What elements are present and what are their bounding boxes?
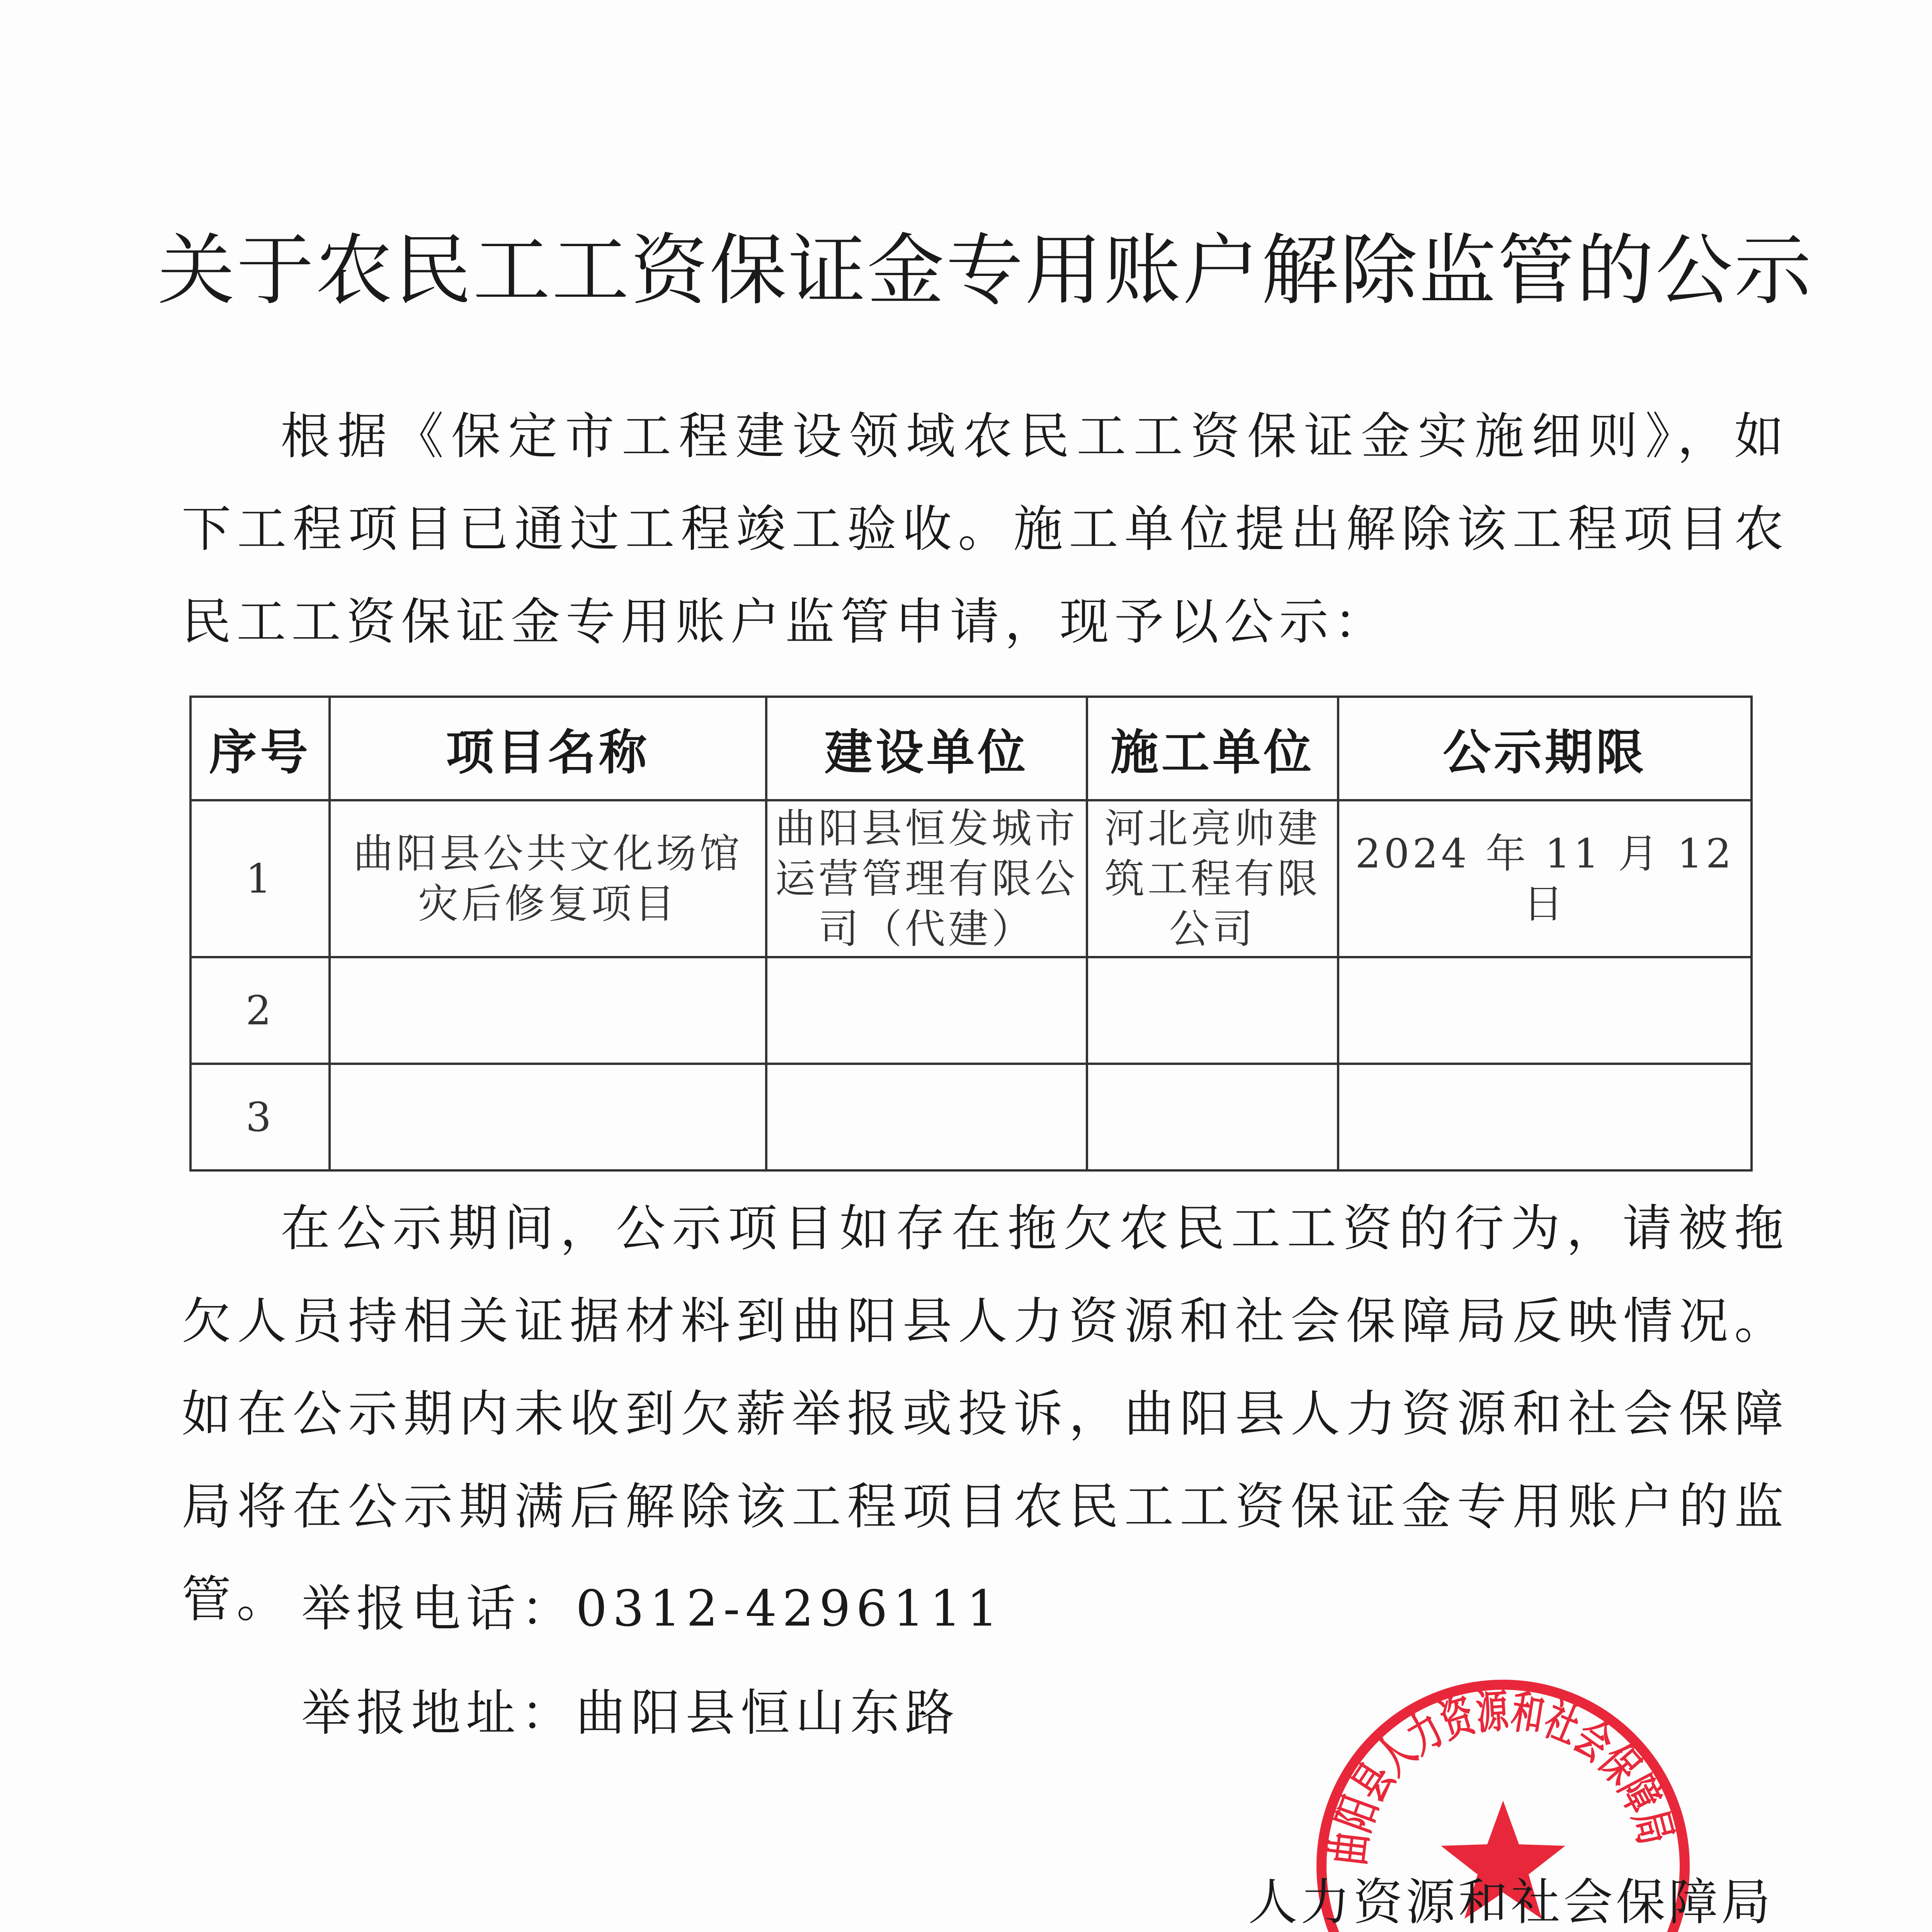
cell-period (1338, 957, 1752, 1064)
cell-builder (766, 1064, 1087, 1170)
report-address: 举报地址：曲阳县恒山东路 (301, 1684, 960, 1742)
page-title: 关于农民工工资保证金专用账户解除监管的公示 (157, 226, 1813, 316)
project-table (189, 696, 1753, 1172)
cell-builder: 曲阳县恒发城市运营管理有限公司（代建） (766, 800, 1087, 957)
table-row (190, 800, 1752, 957)
header-project-name: 项目名称 (330, 697, 766, 800)
header-builder: 建设单位 (766, 697, 1087, 800)
cell-index: 1 (190, 800, 330, 957)
seal-text: 曲阳县人力资源和社会保障局 (1321, 1683, 1687, 1868)
cell-project-name: 曲阳县公共文化场馆灾后修复项目 (330, 800, 766, 957)
cell-contractor: 河北亮帅建筑工程有限公司 (1087, 800, 1338, 957)
table-row (190, 1064, 1752, 1170)
header-period: 公示期限 (1338, 697, 1752, 800)
signature-org: 人力资源和社会保障局 (1248, 1874, 1774, 1931)
cell-period: 2024 年 11 月 12 日 (1338, 800, 1752, 957)
cell-project-name (330, 1064, 766, 1170)
cell-builder (766, 957, 1087, 1064)
cell-index: 2 (190, 957, 330, 1064)
table-row (190, 957, 1752, 1064)
cell-index: 3 (190, 1064, 330, 1170)
cell-project-name (330, 957, 766, 1064)
intro-paragraph: 根据《保定市工程建设领域农民工工资保证金实施细则》，如下工程项目已通过工程竣工验收。施工单位提出解除该工程项目农民工工资保证金专用账户监管申请，现予以公示： (182, 408, 1789, 651)
body-paragraph: 在公示期间，公示项目如存在拖欠农民工工资的行为，请被拖欠人员持相关证据材料到曲阳县人力资源和社会保障局反映情况。如在公示期内未收到欠薪举报或投诉，曲阳县人力资源和社会保障局将在公示期满后解除该工程项目农民工工资保证金专用账户的监管。 (182, 1200, 1789, 1628)
cell-period (1338, 1064, 1752, 1170)
header-contractor: 施工单位 (1087, 697, 1338, 800)
table-header-row (190, 697, 1752, 800)
header-index: 序号 (190, 697, 330, 800)
cell-contractor (1087, 1064, 1338, 1170)
report-phone: 举报电话：0312-4296111 (301, 1580, 1004, 1638)
cell-contractor (1087, 957, 1338, 1064)
